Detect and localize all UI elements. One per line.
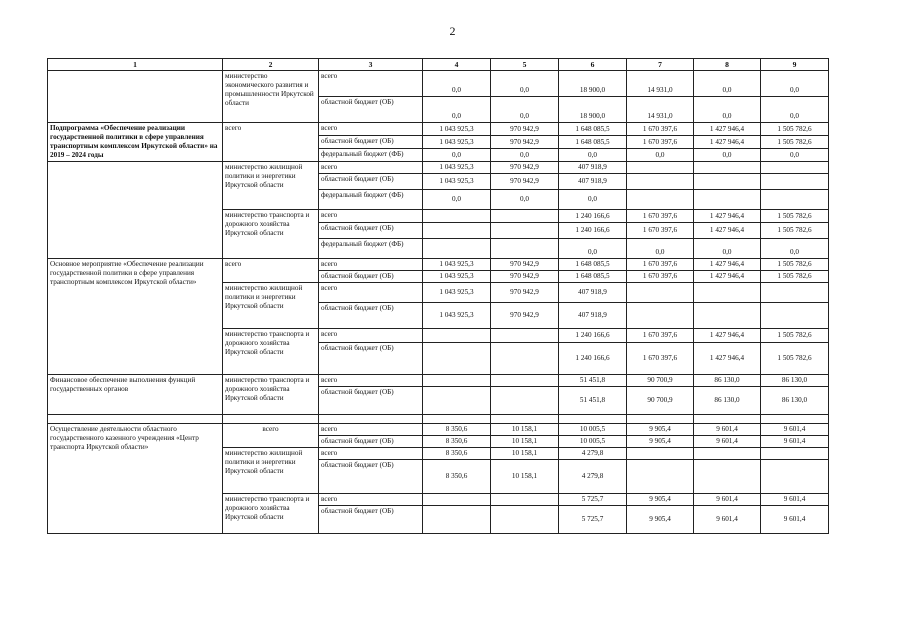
value-cell: 970 942,9 (491, 283, 559, 303)
value-cell: 1 505 782,6 (761, 223, 829, 239)
value-cell (491, 223, 559, 239)
value-cell (694, 162, 761, 174)
value-cell (423, 494, 491, 506)
value-cell: 5 725,7 (559, 506, 627, 534)
source-cell: областной бюджет (ОБ) (319, 174, 423, 190)
value-cell: 9 905,4 (627, 506, 694, 534)
source-cell: всего (319, 494, 423, 506)
value-cell: 14 931,0 (627, 71, 694, 97)
source-cell: федеральный бюджет (ФБ) (319, 149, 423, 162)
header-cell: 2 (223, 59, 319, 71)
source-cell: всего (319, 210, 423, 223)
table-row (48, 259, 829, 271)
page-number: 2 (449, 24, 456, 38)
value-cell: 1 648 085,5 (559, 271, 627, 283)
value-cell: 9 601,4 (694, 494, 761, 506)
value-cell: 10 158,1 (491, 448, 559, 460)
value-cell: 0,0 (423, 190, 491, 210)
value-cell: 0,0 (559, 239, 627, 259)
value-cell: 1 505 782,6 (761, 329, 829, 343)
source-cell: областной бюджет (ОБ) (319, 303, 423, 329)
value-cell: 1 505 782,6 (761, 271, 829, 283)
value-cell: 970 942,9 (491, 123, 559, 136)
value-cell (423, 375, 491, 387)
value-cell (761, 303, 829, 329)
value-cell: 1 670 397,6 (627, 136, 694, 149)
value-cell: 9 601,4 (761, 506, 829, 534)
value-cell (491, 387, 559, 415)
source-cell: областной бюджет (ОБ) (319, 136, 423, 149)
value-cell (491, 494, 559, 506)
value-cell: 970 942,9 (491, 136, 559, 149)
value-cell: 1 670 397,6 (627, 223, 694, 239)
value-cell (761, 448, 829, 460)
value-cell: 0,0 (694, 239, 761, 259)
value-cell: 1 505 782,6 (761, 343, 829, 375)
budget-table (47, 58, 829, 534)
source-cell: федеральный бюджет (ФБ) (319, 190, 423, 210)
value-cell (627, 283, 694, 303)
value-cell: 1 240 166,6 (559, 223, 627, 239)
executor-cell: министерство транспорта и дорожного хозяйства Иркутской области (223, 375, 319, 415)
value-cell: 18 900,0 (559, 71, 627, 97)
program-cell: Основное мероприятие «Обеспечение реализации государственной политики в сфере управления транспортным комплексом Иркутской области» (48, 259, 223, 375)
executor-cell: министерство жилищной политики и энергетики Иркутской области (223, 448, 319, 494)
value-cell (761, 283, 829, 303)
value-cell: 10 158,1 (491, 460, 559, 494)
header-cell: 3 (319, 59, 423, 71)
source-cell: областной бюджет (ОБ) (319, 343, 423, 375)
source-cell: федеральный бюджет (ФБ) (319, 239, 423, 259)
source-cell: областной бюджет (ОБ) (319, 271, 423, 283)
value-cell: 407 918,9 (559, 303, 627, 329)
value-cell (627, 448, 694, 460)
table-row (48, 162, 829, 174)
value-cell (423, 387, 491, 415)
value-cell: 4 279,8 (559, 448, 627, 460)
value-cell: 970 942,9 (491, 271, 559, 283)
executor-cell: всего (223, 123, 319, 162)
value-cell: 970 942,9 (491, 259, 559, 271)
value-cell (627, 162, 694, 174)
value-cell: 0,0 (423, 149, 491, 162)
value-cell: 9 905,4 (627, 436, 694, 448)
header-cell: 1 (48, 59, 223, 71)
value-cell: 1 043 925,3 (423, 259, 491, 271)
source-cell: всего (319, 329, 423, 343)
table-row (48, 375, 829, 387)
value-cell: 1 670 397,6 (627, 123, 694, 136)
value-cell: 90 700,9 (627, 375, 694, 387)
value-cell: 0,0 (491, 71, 559, 97)
value-cell (627, 174, 694, 190)
value-cell: 1 427 946,4 (694, 329, 761, 343)
value-cell: 9 601,4 (694, 436, 761, 448)
value-cell: 0,0 (559, 190, 627, 210)
value-cell: 4 279,8 (559, 460, 627, 494)
value-cell (423, 210, 491, 223)
value-cell: 14 931,0 (627, 97, 694, 123)
header-cell: 8 (694, 59, 761, 71)
value-cell (491, 329, 559, 343)
value-cell: 1 427 946,4 (694, 123, 761, 136)
spacer-row (48, 415, 829, 424)
executor-cell: министерство транспорта и дорожного хозяйства Иркутской области (223, 210, 319, 259)
value-cell (761, 174, 829, 190)
program-cell: Финансовое обеспечение выполнения функций государственных органов (48, 375, 223, 415)
value-cell: 970 942,9 (491, 174, 559, 190)
value-cell: 407 918,9 (559, 283, 627, 303)
value-cell: 8 350,6 (423, 424, 491, 436)
value-cell: 1 043 925,3 (423, 283, 491, 303)
value-cell: 8 350,6 (423, 436, 491, 448)
header-cell: 9 (761, 59, 829, 71)
value-cell (627, 190, 694, 210)
value-cell: 1 670 397,6 (627, 329, 694, 343)
value-cell (491, 506, 559, 534)
value-cell (423, 329, 491, 343)
value-cell: 8 350,6 (423, 448, 491, 460)
source-cell: всего (319, 71, 423, 97)
value-cell (627, 460, 694, 494)
value-cell: 0,0 (761, 239, 829, 259)
value-cell: 1 648 085,5 (559, 136, 627, 149)
value-cell: 1 670 397,6 (627, 271, 694, 283)
executor-cell: всего (223, 259, 319, 283)
value-cell: 1 043 925,3 (423, 123, 491, 136)
value-cell: 10 158,1 (491, 424, 559, 436)
value-cell: 1 043 925,3 (423, 174, 491, 190)
value-cell: 1 240 166,6 (559, 343, 627, 375)
value-cell: 10 005,5 (559, 424, 627, 436)
value-cell: 1 670 397,6 (627, 343, 694, 375)
value-cell: 9 601,4 (761, 436, 829, 448)
value-cell (694, 283, 761, 303)
value-cell: 1 505 782,6 (761, 123, 829, 136)
value-cell: 0,0 (761, 149, 829, 162)
source-cell: областной бюджет (ОБ) (319, 387, 423, 415)
value-cell: 1 648 085,5 (559, 123, 627, 136)
value-cell: 0,0 (627, 239, 694, 259)
value-cell: 0,0 (491, 190, 559, 210)
value-cell: 86 130,0 (761, 375, 829, 387)
value-cell: 0,0 (423, 71, 491, 97)
value-cell: 0,0 (694, 149, 761, 162)
header-cell: 6 (559, 59, 627, 71)
value-cell: 1 427 946,4 (694, 271, 761, 283)
value-cell: 9 601,4 (694, 424, 761, 436)
value-cell: 1 043 925,3 (423, 303, 491, 329)
value-cell: 86 130,0 (694, 375, 761, 387)
value-cell: 9 601,4 (694, 506, 761, 534)
value-cell: 9 601,4 (761, 494, 829, 506)
value-cell (761, 162, 829, 174)
table-header-row (48, 59, 829, 71)
value-cell (694, 303, 761, 329)
value-cell: 1 505 782,6 (761, 210, 829, 223)
value-cell: 970 942,9 (491, 162, 559, 174)
value-cell: 0,0 (761, 97, 829, 123)
program-cell (48, 162, 223, 259)
value-cell: 1 670 397,6 (627, 259, 694, 271)
value-cell (694, 460, 761, 494)
value-cell: 1 427 946,4 (694, 223, 761, 239)
source-cell: областной бюджет (ОБ) (319, 223, 423, 239)
value-cell: 1 043 925,3 (423, 136, 491, 149)
executor-cell: министерство транспорта и дорожного хозяйства Иркутской области (223, 494, 319, 534)
value-cell: 9 905,4 (627, 494, 694, 506)
value-cell: 0,0 (627, 149, 694, 162)
value-cell: 1 043 925,3 (423, 162, 491, 174)
table-row (48, 424, 829, 436)
value-cell: 1 427 946,4 (694, 343, 761, 375)
value-cell (423, 343, 491, 375)
source-cell: всего (319, 424, 423, 436)
value-cell: 1 043 925,3 (423, 271, 491, 283)
table-row (48, 123, 829, 136)
program-cell (48, 71, 223, 123)
source-cell: всего (319, 162, 423, 174)
value-cell: 0,0 (491, 97, 559, 123)
program-cell: Подпрограмма «Обеспечение реализации государственной политики в сфере управления транспортным комплексом Иркутской области» на 2019 – 2024 годы (48, 123, 223, 162)
value-cell: 86 130,0 (761, 387, 829, 415)
source-cell: областной бюджет (ОБ) (319, 460, 423, 494)
source-cell: всего (319, 259, 423, 271)
value-cell: 90 700,9 (627, 387, 694, 415)
source-cell: всего (319, 283, 423, 303)
value-cell: 1 240 166,6 (559, 329, 627, 343)
value-cell (423, 223, 491, 239)
source-cell: всего (319, 375, 423, 387)
value-cell: 1 427 946,4 (694, 210, 761, 223)
value-cell (491, 239, 559, 259)
value-cell: 0,0 (694, 71, 761, 97)
value-cell (423, 506, 491, 534)
value-cell: 1 648 085,5 (559, 259, 627, 271)
value-cell: 86 130,0 (694, 387, 761, 415)
header-cell: 7 (627, 59, 694, 71)
value-cell: 407 918,9 (559, 174, 627, 190)
header-cell: 4 (423, 59, 491, 71)
value-cell (627, 303, 694, 329)
value-cell: 18 900,0 (559, 97, 627, 123)
value-cell: 0,0 (761, 71, 829, 97)
value-cell: 970 942,9 (491, 303, 559, 329)
value-cell (423, 239, 491, 259)
value-cell: 9 905,4 (627, 424, 694, 436)
value-cell: 51 451,8 (559, 387, 627, 415)
value-cell: 10 158,1 (491, 436, 559, 448)
value-cell (761, 460, 829, 494)
value-cell: 0,0 (694, 97, 761, 123)
value-cell (491, 210, 559, 223)
value-cell: 0,0 (491, 149, 559, 162)
program-cell: Осуществление деятельности областного государственного казенного учреждения «Центр транспорта Иркутской области» (48, 424, 223, 534)
source-cell: областной бюджет (ОБ) (319, 506, 423, 534)
value-cell: 10 005,5 (559, 436, 627, 448)
executor-cell: министерство жилищной политики и энергетики Иркутской области (223, 162, 319, 210)
value-cell: 0,0 (559, 149, 627, 162)
source-cell: областной бюджет (ОБ) (319, 436, 423, 448)
executor-cell: министерство жилищной политики и энергетики Иркутской области (223, 283, 319, 329)
executor-cell: всего (223, 424, 319, 448)
value-cell: 0,0 (423, 97, 491, 123)
value-cell: 51 451,8 (559, 375, 627, 387)
value-cell: 1 427 946,4 (694, 136, 761, 149)
executor-cell: министерство транспорта и дорожного хозяйства Иркутской области (223, 329, 319, 375)
value-cell: 1 505 782,6 (761, 136, 829, 149)
value-cell: 407 918,9 (559, 162, 627, 174)
header-cell: 5 (491, 59, 559, 71)
value-cell (694, 174, 761, 190)
source-cell: всего (319, 448, 423, 460)
executor-cell: министерство экономического развития и промышленности Иркутской области (223, 71, 319, 123)
value-cell: 8 350,6 (423, 460, 491, 494)
value-cell (694, 190, 761, 210)
value-cell: 1 427 946,4 (694, 259, 761, 271)
table-row (48, 71, 829, 97)
source-cell: областной бюджет (ОБ) (319, 97, 423, 123)
value-cell: 9 601,4 (761, 424, 829, 436)
value-cell (761, 190, 829, 210)
value-cell: 1 505 782,6 (761, 259, 829, 271)
value-cell (491, 343, 559, 375)
value-cell (491, 375, 559, 387)
value-cell (694, 448, 761, 460)
value-cell: 5 725,7 (559, 494, 627, 506)
value-cell: 1 670 397,6 (627, 210, 694, 223)
value-cell: 1 240 166,6 (559, 210, 627, 223)
source-cell: всего (319, 123, 423, 136)
